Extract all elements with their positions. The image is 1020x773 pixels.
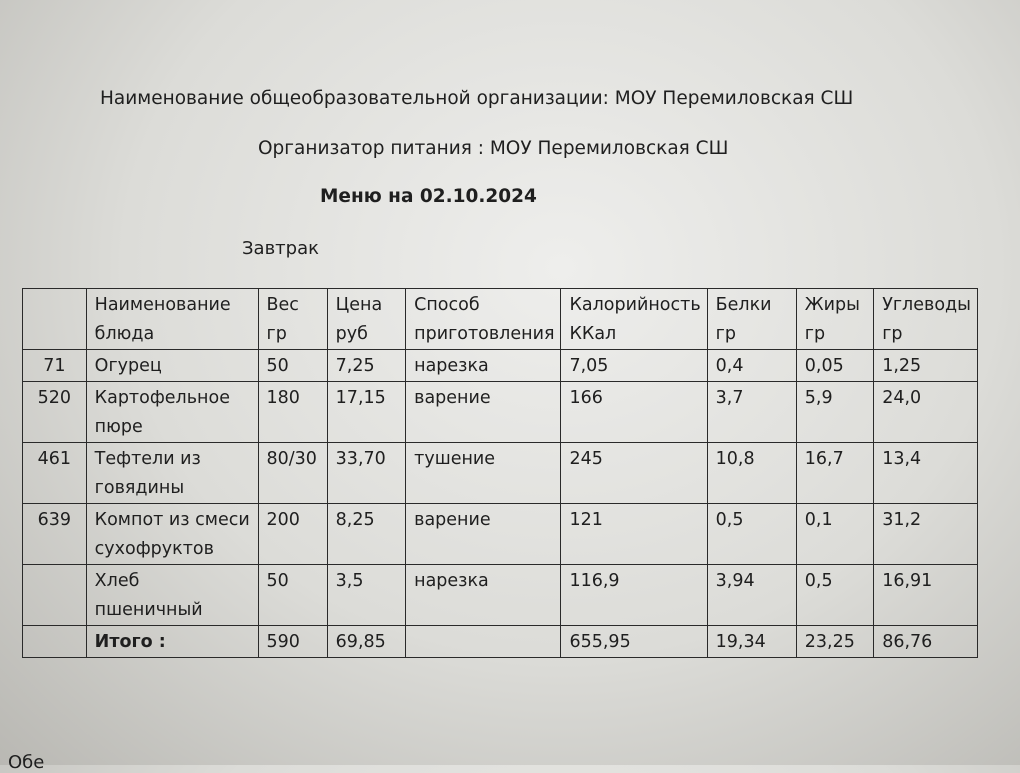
- protein-cell: 0,4: [707, 350, 796, 382]
- table-header-row: [23, 289, 978, 350]
- method-cell: варение: [406, 382, 561, 443]
- catering-organizer-line: Организатор питания : МОУ Перемиловская СШ: [258, 138, 729, 159]
- header-cell-name: Наименование блюда: [86, 289, 258, 350]
- organization-line: Наименование общеобразовательной организации: МОУ Перемиловская СШ: [100, 88, 854, 109]
- protein-cell: 0,5: [707, 504, 796, 565]
- recipe-number-cell: 520: [23, 382, 87, 443]
- carbs-cell: 31,2: [874, 504, 978, 565]
- carbs-cell: 13,4: [874, 443, 978, 504]
- menu-table: [22, 288, 978, 658]
- protein-cell: 3,94: [707, 565, 796, 626]
- kcal-cell: 116,9: [561, 565, 707, 626]
- total-carbs-cell: 86,76: [874, 626, 978, 658]
- price-cell: 7,25: [327, 350, 405, 382]
- weight-cell: 80/30: [258, 443, 327, 504]
- header-cell-num: [23, 289, 87, 350]
- total-price-cell: 69,85: [327, 626, 405, 658]
- recipe-number-cell: 639: [23, 504, 87, 565]
- weight-cell: 200: [258, 504, 327, 565]
- carbs-cell: 24,0: [874, 382, 978, 443]
- protein-cell: 10,8: [707, 443, 796, 504]
- kcal-cell: 245: [561, 443, 707, 504]
- kcal-cell: 7,05: [561, 350, 707, 382]
- dish-name-cell: Огурец: [86, 350, 258, 382]
- table-row: [23, 350, 978, 382]
- header-cell-protein: Белки гр: [707, 289, 796, 350]
- price-cell: 33,70: [327, 443, 405, 504]
- total-empty-cell: [23, 626, 87, 658]
- price-cell: 8,25: [327, 504, 405, 565]
- header-cell-weight: Вес гр: [258, 289, 327, 350]
- fat-cell: 16,7: [796, 443, 873, 504]
- header-cell-carbs: Углеводы гр: [874, 289, 978, 350]
- method-cell: тушение: [406, 443, 561, 504]
- dish-name-cell: Тефтели из говядины: [86, 443, 258, 504]
- table-row: [23, 382, 978, 443]
- recipe-number-cell: [23, 565, 87, 626]
- dish-name-cell: Компот из смеси сухофруктов: [86, 504, 258, 565]
- dish-name-cell: Хлеб пшеничный: [86, 565, 258, 626]
- method-cell: варение: [406, 504, 561, 565]
- weight-cell: 50: [258, 565, 327, 626]
- menu-title: Меню на 02.10.2024: [320, 186, 537, 207]
- table-row: [23, 565, 978, 626]
- fat-cell: 0,05: [796, 350, 873, 382]
- header-cell-price: Цена руб: [327, 289, 405, 350]
- total-fat-cell: 23,25: [796, 626, 873, 658]
- price-cell: 17,15: [327, 382, 405, 443]
- fat-cell: 0,5: [796, 565, 873, 626]
- fat-cell: 0,1: [796, 504, 873, 565]
- dish-name-cell: Картофельное пюре: [86, 382, 258, 443]
- header-cell-fat: Жиры гр: [796, 289, 873, 350]
- meal-label: Завтрак: [242, 238, 319, 259]
- header-cell-kcal: Калорийность ККал: [561, 289, 707, 350]
- fat-cell: 5,9: [796, 382, 873, 443]
- kcal-cell: 121: [561, 504, 707, 565]
- carbs-cell: 16,91: [874, 565, 978, 626]
- table-row: [23, 504, 978, 565]
- total-protein-cell: 19,34: [707, 626, 796, 658]
- footer-text: Обе: [8, 752, 45, 773]
- header-cell-method: Способ приготовления: [406, 289, 561, 350]
- method-cell: нарезка: [406, 350, 561, 382]
- recipe-number-cell: 71: [23, 350, 87, 382]
- total-label: Итого :: [86, 626, 258, 658]
- protein-cell: 3,7: [707, 382, 796, 443]
- price-cell: 3,5: [327, 565, 405, 626]
- table-row: [23, 443, 978, 504]
- total-method-cell: [406, 626, 561, 658]
- method-cell: нарезка: [406, 565, 561, 626]
- total-weight-cell: 590: [258, 626, 327, 658]
- kcal-cell: 166: [561, 382, 707, 443]
- recipe-number-cell: 461: [23, 443, 87, 504]
- total-row: [23, 626, 978, 658]
- carbs-cell: 1,25: [874, 350, 978, 382]
- total-kcal-cell: 655,95: [561, 626, 707, 658]
- weight-cell: 180: [258, 382, 327, 443]
- weight-cell: 50: [258, 350, 327, 382]
